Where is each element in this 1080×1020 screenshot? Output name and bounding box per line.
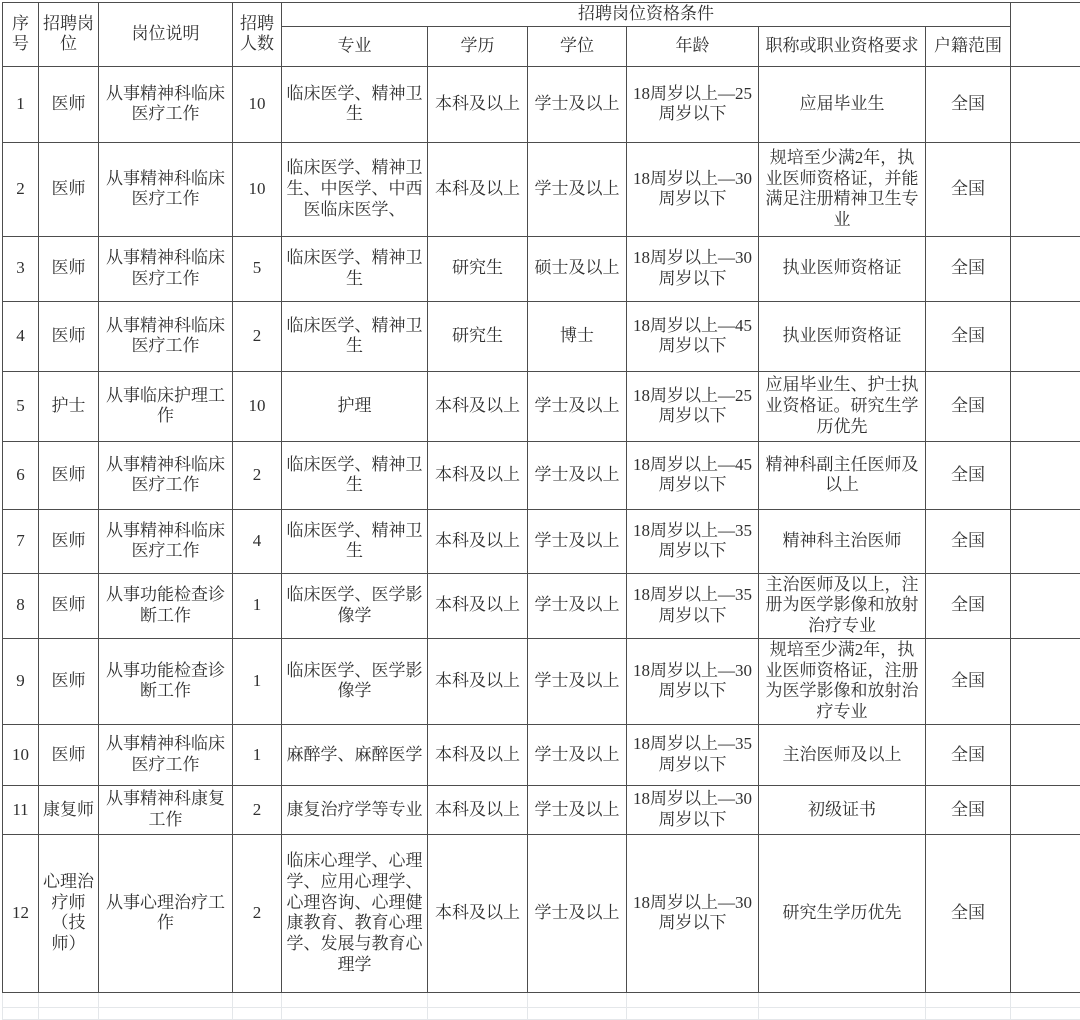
header-group-qualifications: 招聘岗位资格条件 (282, 3, 1011, 27)
cell-education: 本科及以上 (428, 509, 528, 573)
cell-count: 2 (233, 441, 282, 509)
cell-position: 医师 (39, 66, 99, 142)
cell-title-req: 执业医师资格证 (759, 236, 926, 301)
empty-cell (926, 992, 1011, 1007)
cell-position: 医师 (39, 301, 99, 371)
cell-degree: 学士及以上 (528, 371, 627, 441)
empty-cell (282, 1007, 428, 1019)
cell-major: 临床医学、医学影像学 (282, 573, 428, 638)
cell-title-req: 初级证书 (759, 785, 926, 834)
table-row (3, 66, 1080, 142)
cell-index: 4 (3, 301, 39, 371)
cell-age: 18周岁以上—35周岁以下 (627, 509, 759, 573)
header-col-title-req: 职称或职业资格要求 (759, 26, 926, 66)
filler-cell (1011, 509, 1080, 573)
cell-index: 1 (3, 66, 39, 142)
empty-cell (759, 992, 926, 1007)
cell-position: 医师 (39, 638, 99, 724)
cell-major: 临床医学、精神卫生 (282, 66, 428, 142)
cell-degree: 学士及以上 (528, 142, 627, 236)
cell-degree: 学士及以上 (528, 509, 627, 573)
cell-count: 1 (233, 638, 282, 724)
filler-cell (1011, 638, 1080, 724)
cell-major: 临床心理学、心理学、应用心理学、心理咨询、心理健康教育、教育心理学、发展与教育心理学 (282, 834, 428, 992)
cell-education: 本科及以上 (428, 785, 528, 834)
empty-cell (99, 1007, 233, 1019)
cell-age: 18周岁以上—25周岁以下 (627, 66, 759, 142)
header-col-index: 序号 (3, 3, 39, 67)
cell-age: 18周岁以上—30周岁以下 (627, 236, 759, 301)
filler-cell (1011, 3, 1080, 67)
empty-cell (3, 992, 39, 1007)
header-col-position: 招聘岗位 (39, 3, 99, 67)
cell-major: 临床医学、精神卫生、中医学、中西医临床医学、 (282, 142, 428, 236)
cell-index: 11 (3, 785, 39, 834)
table-row (3, 724, 1080, 785)
filler-cell (1011, 66, 1080, 142)
cell-count: 1 (233, 573, 282, 638)
cell-description: 从事精神科临床医疗工作 (99, 441, 233, 509)
cell-residence: 全国 (926, 834, 1011, 992)
filler-cell (1011, 573, 1080, 638)
header-col-education: 学历 (428, 26, 528, 66)
filler-cell (1011, 724, 1080, 785)
cell-degree: 学士及以上 (528, 724, 627, 785)
filler-cell (1011, 834, 1080, 992)
empty-cell (528, 1007, 627, 1019)
recruitment-table (2, 2, 1080, 1020)
cell-education: 本科及以上 (428, 834, 528, 992)
cell-title-req: 执业医师资格证 (759, 301, 926, 371)
cell-age: 18周岁以上—25周岁以下 (627, 371, 759, 441)
cell-position: 心理治疗师（技师） (39, 834, 99, 992)
header-col-residence: 户籍范围 (926, 26, 1011, 66)
cell-description: 从事精神科临床医疗工作 (99, 142, 233, 236)
cell-position: 医师 (39, 236, 99, 301)
cell-residence: 全国 (926, 236, 1011, 301)
empty-sheet-row (3, 992, 1080, 1007)
empty-cell (39, 1007, 99, 1019)
cell-degree: 学士及以上 (528, 638, 627, 724)
cell-major: 康复治疗学等专业 (282, 785, 428, 834)
filler-cell (1011, 785, 1080, 834)
cell-index: 10 (3, 724, 39, 785)
empty-cell (282, 992, 428, 1007)
filler-cell (1011, 371, 1080, 441)
table-row (3, 236, 1080, 301)
cell-index: 5 (3, 371, 39, 441)
table-row (3, 573, 1080, 638)
empty-sheet-row (3, 1007, 1080, 1019)
cell-education: 研究生 (428, 301, 528, 371)
cell-count: 10 (233, 371, 282, 441)
cell-education: 本科及以上 (428, 724, 528, 785)
cell-residence: 全国 (926, 573, 1011, 638)
cell-education: 本科及以上 (428, 66, 528, 142)
empty-cell (3, 1007, 39, 1019)
table-header (3, 3, 1080, 67)
header-col-degree: 学位 (528, 26, 627, 66)
cell-age: 18周岁以上—35周岁以下 (627, 573, 759, 638)
cell-age: 18周岁以上—30周岁以下 (627, 785, 759, 834)
cell-residence: 全国 (926, 371, 1011, 441)
cell-description: 从事功能检查诊断工作 (99, 638, 233, 724)
empty-cell (233, 992, 282, 1007)
cell-count: 10 (233, 142, 282, 236)
cell-description: 从事精神科临床医疗工作 (99, 509, 233, 573)
table-row (3, 301, 1080, 371)
table-row (3, 638, 1080, 724)
empty-cell (926, 1007, 1011, 1019)
cell-residence: 全国 (926, 66, 1011, 142)
filler-cell (1011, 236, 1080, 301)
cell-description: 从事精神科康复工作 (99, 785, 233, 834)
spreadsheet-area (2, 2, 1080, 1020)
filler-cell (1011, 441, 1080, 509)
cell-count: 5 (233, 236, 282, 301)
cell-residence: 全国 (926, 509, 1011, 573)
cell-title-req: 主治医师及以上，注册为医学影像和放射治疗专业 (759, 573, 926, 638)
cell-residence: 全国 (926, 638, 1011, 724)
empty-cell (627, 992, 759, 1007)
cell-description: 从事精神科临床医疗工作 (99, 724, 233, 785)
cell-degree: 学士及以上 (528, 834, 627, 992)
cell-count: 10 (233, 66, 282, 142)
empty-cell (627, 1007, 759, 1019)
cell-age: 18周岁以上—30周岁以下 (627, 834, 759, 992)
cell-position: 医师 (39, 142, 99, 236)
cell-age: 18周岁以上—45周岁以下 (627, 301, 759, 371)
cell-index: 7 (3, 509, 39, 573)
cell-major: 临床医学、医学影像学 (282, 638, 428, 724)
cell-position: 医师 (39, 724, 99, 785)
cell-position: 医师 (39, 441, 99, 509)
cell-title-req: 规培至少满2年，执业医师资格证，并能满足注册精神卫生专业 (759, 142, 926, 236)
cell-residence: 全国 (926, 441, 1011, 509)
cell-title-req: 应届毕业生、护士执业资格证。研究生学历优先 (759, 371, 926, 441)
cell-age: 18周岁以上—35周岁以下 (627, 724, 759, 785)
cell-education: 本科及以上 (428, 638, 528, 724)
empty-cell (99, 992, 233, 1007)
cell-count: 2 (233, 785, 282, 834)
filler-cell (1011, 301, 1080, 371)
empty-cell (39, 992, 99, 1007)
header-col-major: 专业 (282, 26, 428, 66)
cell-major: 临床医学、精神卫生 (282, 441, 428, 509)
cell-index: 12 (3, 834, 39, 992)
cell-education: 本科及以上 (428, 441, 528, 509)
cell-age: 18周岁以上—30周岁以下 (627, 638, 759, 724)
table-row (3, 509, 1080, 573)
cell-education: 本科及以上 (428, 573, 528, 638)
cell-position: 护士 (39, 371, 99, 441)
cell-major: 麻醉学、麻醉医学 (282, 724, 428, 785)
cell-degree: 学士及以上 (528, 66, 627, 142)
cell-age: 18周岁以上—30周岁以下 (627, 142, 759, 236)
empty-cell (428, 1007, 528, 1019)
cell-index: 8 (3, 573, 39, 638)
cell-education: 本科及以上 (428, 142, 528, 236)
cell-description: 从事精神科临床医疗工作 (99, 236, 233, 301)
cell-age: 18周岁以上—45周岁以下 (627, 441, 759, 509)
cell-degree: 学士及以上 (528, 573, 627, 638)
empty-cell (1011, 1007, 1080, 1019)
cell-description: 从事功能检查诊断工作 (99, 573, 233, 638)
filler-cell (1011, 142, 1080, 236)
cell-title-req: 精神科主治医师 (759, 509, 926, 573)
cell-index: 3 (3, 236, 39, 301)
cell-count: 2 (233, 301, 282, 371)
header-col-age: 年龄 (627, 26, 759, 66)
cell-position: 医师 (39, 509, 99, 573)
cell-degree: 硕士及以上 (528, 236, 627, 301)
cell-description: 从事精神科临床医疗工作 (99, 66, 233, 142)
cell-count: 1 (233, 724, 282, 785)
cell-major: 临床医学、精神卫生 (282, 509, 428, 573)
cell-title-req: 主治医师及以上 (759, 724, 926, 785)
cell-major: 临床医学、精神卫生 (282, 236, 428, 301)
table-row (3, 371, 1080, 441)
header-row-group (3, 3, 1080, 27)
table-row (3, 441, 1080, 509)
cell-position: 医师 (39, 573, 99, 638)
cell-count: 4 (233, 509, 282, 573)
cell-title-req: 应届毕业生 (759, 66, 926, 142)
table-row (3, 142, 1080, 236)
cell-residence: 全国 (926, 301, 1011, 371)
cell-title-req: 规培至少满2年，执业医师资格证，注册为医学影像和放射治疗专业 (759, 638, 926, 724)
cell-index: 9 (3, 638, 39, 724)
cell-description: 从事精神科临床医疗工作 (99, 301, 233, 371)
cell-title-req: 研究生学历优先 (759, 834, 926, 992)
cell-residence: 全国 (926, 142, 1011, 236)
empty-cell (233, 1007, 282, 1019)
cell-education: 本科及以上 (428, 371, 528, 441)
cell-description: 从事心理治疗工作 (99, 834, 233, 992)
table-body (3, 66, 1080, 1019)
empty-cell (428, 992, 528, 1007)
cell-major: 临床医学、精神卫生 (282, 301, 428, 371)
cell-title-req: 精神科副主任医师及以上 (759, 441, 926, 509)
cell-degree: 博士 (528, 301, 627, 371)
cell-index: 2 (3, 142, 39, 236)
cell-index: 6 (3, 441, 39, 509)
cell-count: 2 (233, 834, 282, 992)
cell-degree: 学士及以上 (528, 441, 627, 509)
cell-description: 从事临床护理工作 (99, 371, 233, 441)
table-row (3, 834, 1080, 992)
empty-cell (759, 1007, 926, 1019)
header-col-count: 招聘人数 (233, 3, 282, 67)
cell-residence: 全国 (926, 785, 1011, 834)
cell-education: 研究生 (428, 236, 528, 301)
cell-major: 护理 (282, 371, 428, 441)
header-col-description: 岗位说明 (99, 3, 233, 67)
table-row (3, 785, 1080, 834)
cell-residence: 全国 (926, 724, 1011, 785)
empty-cell (1011, 992, 1080, 1007)
empty-cell (528, 992, 627, 1007)
cell-degree: 学士及以上 (528, 785, 627, 834)
cell-position: 康复师 (39, 785, 99, 834)
